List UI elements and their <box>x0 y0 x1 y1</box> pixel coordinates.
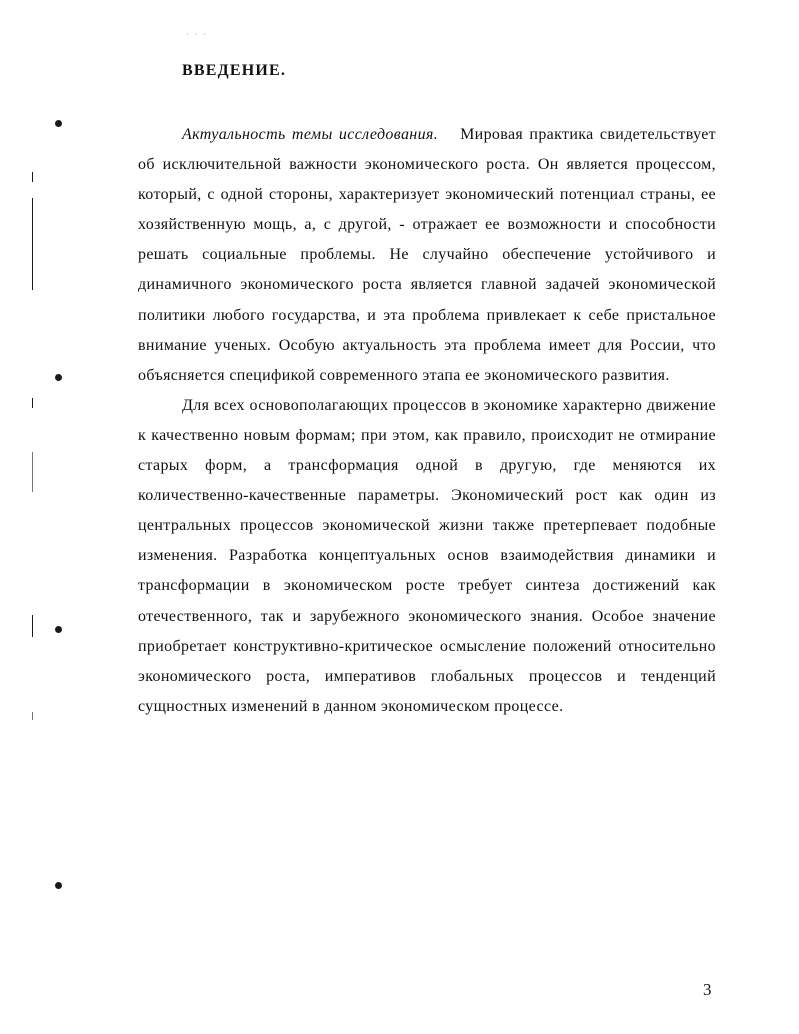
margin-line <box>32 712 33 720</box>
paragraph: Для всех основополагающих процессов в экономике характерно движение к качественно новым формам; при этом, как правило, происходит не отмирание старых форм, а трансформация одной в другую, где меняются их количественно-качественные параметры. Экономический рост как один из центральных процессов экономической жизни также претерпевает подобные изменения. Разработка концептуальных основ взаимодействия динамики и трансформации в экономическом росте требует синтеза достижений как отечественного, так и зарубежного экономического знания. Особое значение приобретает конструктивно-критическое осмысление положений относительно экономического роста, императивов глобальных процессов и тенденций сущностных изменений в данном экономическом процессе. <box>138 396 716 715</box>
margin-dot <box>55 120 62 127</box>
paragraph-lead: Актуальность темы исследования. <box>182 126 439 143</box>
paragraph-text: Мировая практика свидетельствует об исключительной важности экономического роста. Он является процессом, который, с одной стороны, характеризует экономический потенциал страны, ее хозяйственную мощь, а, с другой, - отражает ее возможности и способности решать социальные проблемы. Не случайно обеспечение устойчивого и динамичного экономического роста является главной задачей экономической политики любого государства, и эта проблема привлекает к себе пристальное внимание ученых. Особую актуальность эта проблема имеет для России, что объясняется спецификой современного этапа ее экономического развития. <box>138 126 716 384</box>
margin-line <box>32 452 33 492</box>
margin-line <box>32 198 33 290</box>
scan-artifact: · · · <box>186 30 208 39</box>
margin-dot <box>55 374 62 381</box>
paragraph <box>138 120 716 391</box>
body-text <box>138 120 716 722</box>
margin-line <box>32 398 33 408</box>
page-title: ВВЕДЕНИЕ. <box>182 62 287 79</box>
margin-dot <box>55 626 62 633</box>
page-number: 3 <box>703 980 712 999</box>
margin-line <box>32 172 33 182</box>
margin-dot <box>55 882 62 889</box>
margin-line <box>32 615 33 637</box>
